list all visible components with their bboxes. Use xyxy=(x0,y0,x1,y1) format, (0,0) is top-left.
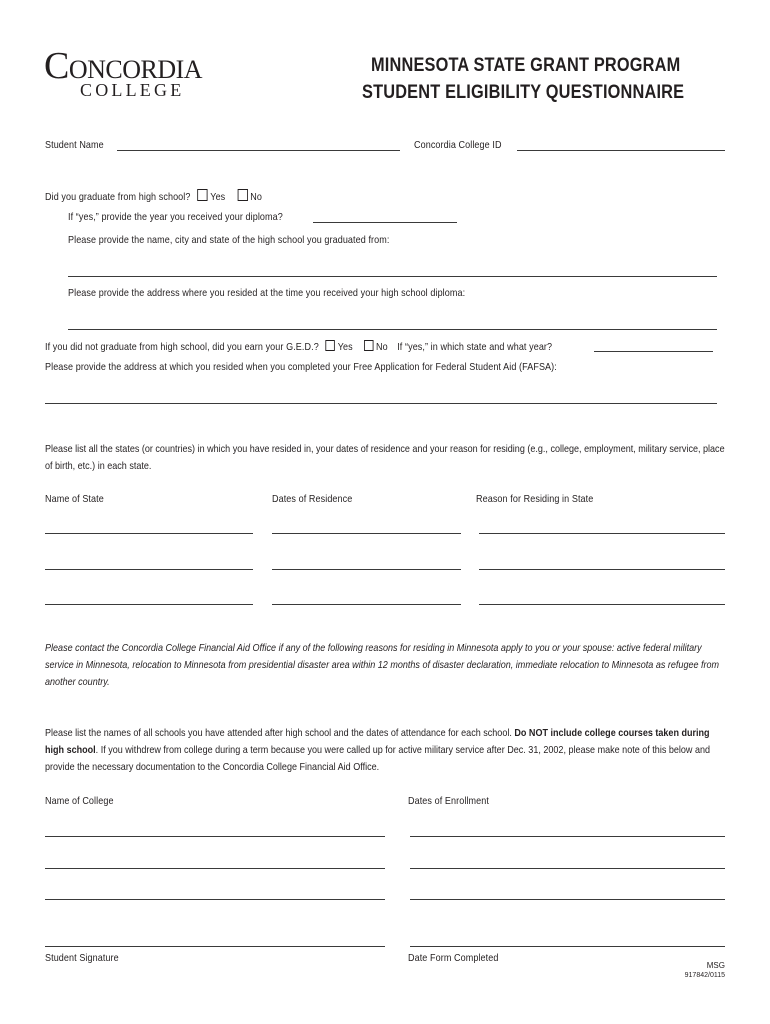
hs-question: Did you graduate from high school? xyxy=(45,191,191,203)
state-name-header: Name of State xyxy=(45,493,104,505)
ged-followup-label: If “yes,” in which state and what year? xyxy=(397,341,553,353)
diploma-year-field[interactable] xyxy=(313,222,457,223)
state-name-field-3[interactable] xyxy=(45,604,253,605)
enrollment-dates-header: Dates of Enrollment xyxy=(408,795,489,807)
form-code: MSG xyxy=(706,961,725,970)
hs-no-checkbox[interactable] xyxy=(237,189,247,201)
college-name-field-3[interactable] xyxy=(45,899,385,900)
hs-name-field[interactable] xyxy=(68,276,717,277)
state-name-field-1[interactable] xyxy=(45,533,253,534)
ged-state-year-field[interactable] xyxy=(594,351,713,352)
hs-address-label: Please provide the address where you resided at the time you received your high school diploma: xyxy=(68,287,466,299)
logo-wordmark: CONCORDIA xyxy=(44,45,203,87)
college-id-field[interactable] xyxy=(517,150,725,151)
enrollment-dates-field-3[interactable] xyxy=(410,899,725,900)
hs-address-field[interactable] xyxy=(68,329,717,330)
signature-label: Student Signature xyxy=(45,952,119,964)
college-name-header: Name of College xyxy=(45,795,114,807)
ged-no-label: No xyxy=(376,341,388,353)
states-intro: Please list all the states (or countries) in which you have resided in, your dates of residence and your reason for residing (e.g., college, employment, military service, place of birth, etc.) in each state. xyxy=(45,443,725,472)
schools-intro xyxy=(45,725,725,776)
student-name-field[interactable] xyxy=(117,150,400,151)
residence-dates-header: Dates of Residence xyxy=(272,493,353,505)
residing-reason-header: Reason for Residing in State xyxy=(476,493,594,505)
hs-question-row xyxy=(45,189,262,203)
financial-aid-notice: Please contact the Concordia College Financial Aid Office if any of the following reasons for residing in Minnesota apply to you or your spouse: active federal military service in Minnesota, relocation to Minnesota from presidential disaster area within 12 months of disaster declaration, immediate relocation to Minnesota as refugee from another country. xyxy=(45,642,720,688)
residence-dates-field-3[interactable] xyxy=(272,604,461,605)
date-completed-field[interactable] xyxy=(410,946,725,947)
enrollment-dates-field-1[interactable] xyxy=(410,836,725,837)
schools-intro-a: Please list the names of all schools you have attended after high school and the dates of attendance for each school. xyxy=(45,727,512,739)
student-name-label: Student Name xyxy=(45,139,104,151)
residence-dates-field-1[interactable] xyxy=(272,533,461,534)
fafsa-address-field[interactable] xyxy=(45,403,717,404)
ged-yes-label: Yes xyxy=(337,341,353,353)
college-name-field-1[interactable] xyxy=(45,836,385,837)
signature-field[interactable] xyxy=(45,946,385,947)
hs-yes-checkbox[interactable] xyxy=(197,189,207,201)
hs-no-label: No xyxy=(250,191,262,203)
college-name-field-2[interactable] xyxy=(45,868,385,869)
state-name-field-2[interactable] xyxy=(45,569,253,570)
ged-no-checkbox[interactable] xyxy=(364,340,373,351)
form-title-line1: MINNESOTA STATE GRANT PROGRAM xyxy=(371,55,681,76)
residing-reason-field-2[interactable] xyxy=(479,569,725,570)
schools-intro-bold: Do NOT include college courses taken during high school xyxy=(45,727,710,756)
form-title-line2: STUDENT ELIGIBILITY QUESTIONNAIRE xyxy=(362,82,685,103)
ged-question-row xyxy=(45,340,552,353)
diploma-year-label: If “yes,” provide the year you received your diploma? xyxy=(68,211,283,223)
schools-intro-b: . If you withdrew from college during a term because you were called up for active military service after Dec. 31, 2002, please make note of this below and provide the necessary documentation to the Concordia College Financial Aid Office. xyxy=(45,744,711,773)
hs-yes-label: Yes xyxy=(210,191,226,203)
enrollment-dates-field-2[interactable] xyxy=(410,868,725,869)
ged-question: If you did not graduate from high school, did you earn your G.E.D.? xyxy=(45,341,319,353)
residence-dates-field-2[interactable] xyxy=(272,569,461,570)
ged-yes-checkbox[interactable] xyxy=(326,340,335,351)
residing-reason-field-3[interactable] xyxy=(479,604,725,605)
date-completed-label: Date Form Completed xyxy=(408,952,499,964)
logo-subtitle: COLLEGE xyxy=(80,80,185,100)
form-number: 917842/0115 xyxy=(684,972,725,979)
college-id-label: Concordia College ID xyxy=(414,139,502,151)
hs-name-label: Please provide the name, city and state of the high school you graduated from: xyxy=(68,234,390,246)
residing-reason-field-1[interactable] xyxy=(479,533,725,534)
fafsa-address-label: Please provide the address at which you resided when you completed your Free Application for Federal Student Aid (FAFSA): xyxy=(45,361,557,373)
